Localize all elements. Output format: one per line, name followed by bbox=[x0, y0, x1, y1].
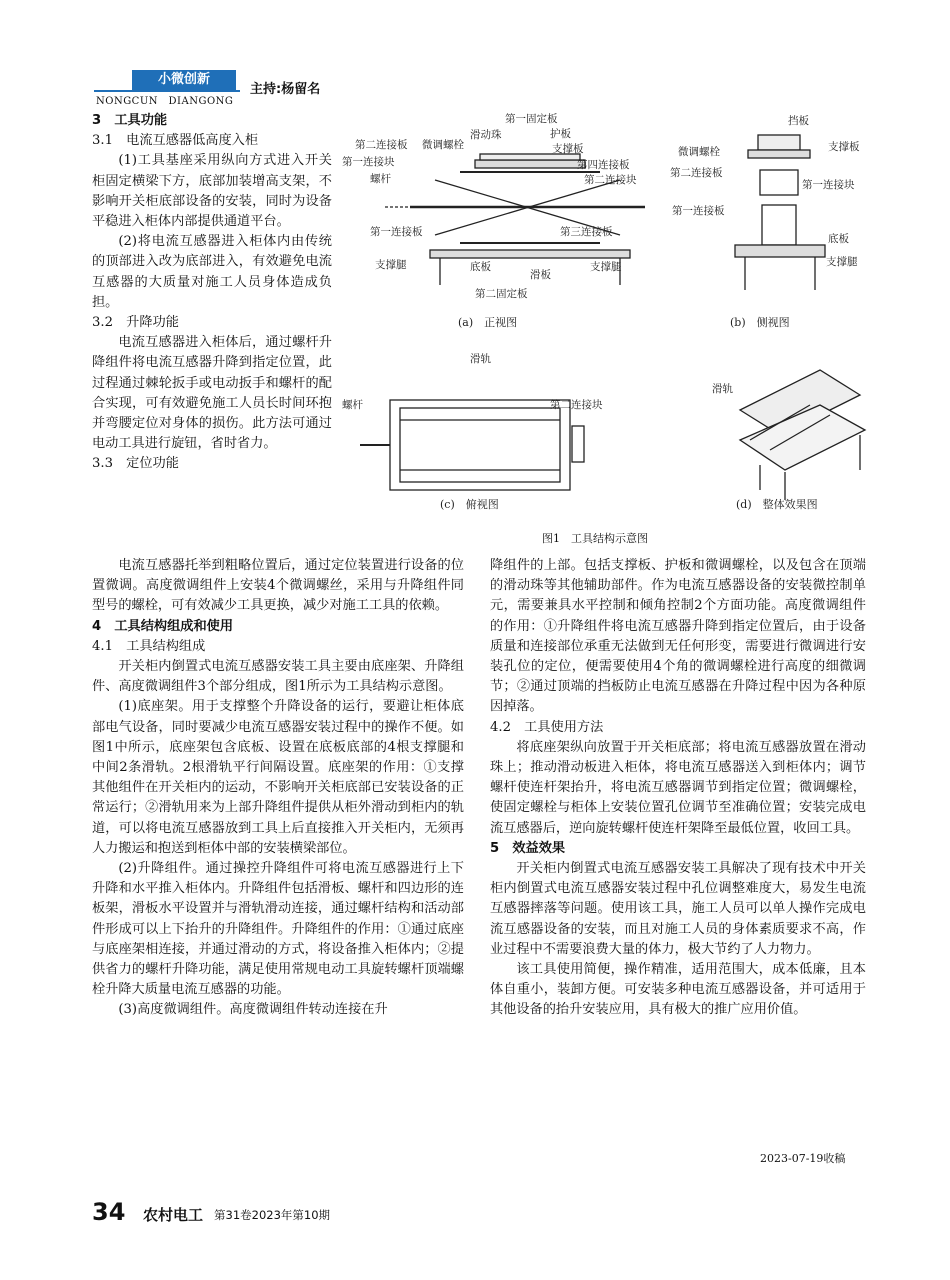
figure-c-top-view bbox=[340, 350, 670, 520]
section-3-1-heading: 3.1 电流互感器低高度入柜 bbox=[92, 133, 259, 149]
label: 支撑腿 bbox=[375, 259, 407, 271]
label: 第一连接板 bbox=[370, 226, 423, 238]
label: 微调螺栓 bbox=[678, 146, 720, 158]
paragraph: (1)底座架。用于支撑整个升降设备的运行，要避让柜体底部电气设备，同时要减少电流互感器安装过程中的操作不便。如图1中所示，底座架包含底板、设置在底板底部的4根支撑腿和中间2条滑轨。2根滑轨平行间隔设置。底座架的作用：①支撑其他组件在开关柜内的运动，不影响开关柜底部已安装设备的正常运行；②滑轨用来为上部升降组件提供从柜外滑动到柜内的轨道，可以将电流互感器放到工具上后直接推入开关柜内，无须再人力搬运和抱送到柜体中部的安装横梁部位。 bbox=[92, 699, 464, 856]
figure-b-caption: (b) 侧视图 bbox=[730, 316, 790, 329]
section-4-2-heading: 4.2 工具使用方法 bbox=[490, 719, 604, 735]
paragraph: (1)工具基座采用纵向方式进入开关柜固定横梁下方，底部加装增高支架，不影响开关柜底部设备的安装，同时为设备平稳进入柜体内部提供通道平台。 bbox=[92, 153, 332, 230]
label: 滑动珠 bbox=[470, 129, 502, 141]
paragraph: (2)升降组件。通过操控升降组件可将电流互感器进行上下升降和水平推入柜体内。升降组件包括滑板、螺杆和四边形的连板架，滑板水平设置并与滑轨滑动连接，通过螺杆结构和活动部件形成可以上下抬升的升降组件。升降组件的作用：①通过底座与底座架相连接，并通过滑动的方式，将设备推入柜体内；②提供省力的螺杆升降功能，满足使用常规电动工具旋转螺杆顶端螺栓升降大质量电流互感器的功能。 bbox=[92, 861, 464, 998]
section-3-heading: 3 工具功能 bbox=[92, 113, 168, 128]
journal-issue: 第31卷2023年第10期 bbox=[214, 1208, 331, 1222]
paragraph: 电流互感器托举到粗略位置后，通过定位装置进行设备的位置微调。高度微调组件上安装4个微调螺丝，采用与升降组件同型号的螺栓，可有效减少工具更换，减少对施工工具的依赖。 bbox=[92, 558, 464, 614]
section-4-1-heading: 4.1 工具结构组成 bbox=[92, 638, 206, 654]
label: 第二连接板 bbox=[670, 167, 723, 179]
left-column-top bbox=[92, 111, 332, 475]
label: 支撑板 bbox=[828, 141, 860, 153]
label: 螺杆 bbox=[370, 173, 391, 185]
section-3-2-heading: 3.2 升降功能 bbox=[92, 315, 179, 331]
figure-a-front-view bbox=[340, 110, 670, 345]
figure-caption: 图1 工具结构示意图 bbox=[542, 532, 648, 545]
label: 滑轨 bbox=[470, 353, 491, 365]
figure-c-caption: (c) 俯视图 bbox=[440, 498, 499, 511]
paragraph: (2)将电流互感器进入柜体内由传统的顶部进入改为底部进入，有效避免电流互感器的大质量对施工人员身体造成负担。 bbox=[92, 234, 332, 310]
label: 支撑板 bbox=[552, 143, 584, 155]
column-subtitle: NONGCUN DIANGONG bbox=[96, 96, 234, 107]
section-5-heading: 5 效益效果 bbox=[490, 840, 566, 856]
label: 滑轨 bbox=[712, 383, 733, 395]
paragraph: (3)高度微调组件。高度微调组件转动连接在升 bbox=[118, 1002, 388, 1018]
section-4-heading: 4 工具结构组成和使用 bbox=[92, 618, 234, 634]
label: 支撑腿 bbox=[590, 261, 622, 273]
label: 第二固定板 bbox=[475, 288, 528, 300]
figure-d-caption: (d) 整体效果图 bbox=[736, 498, 818, 511]
label: 第三连接板 bbox=[560, 226, 613, 238]
paragraph: 降组件的上部。包括支撑板、护板和微调螺栓，以及包含在顶端的滑动珠等其他辅助部件。作为电流互感器设备的安装微控制单元，需要兼具水平控制和倾角控制2个方面功能。高度微调组件的作用：①升降组件将电流互感器升降到指定位置后，由于设备质量和连接部位承重无法做到无任何形变，需要进行微调进行安装孔位的定位，便需要使用4个角的微调螺栓进行高度的细微调节；②通过顶端的挡板防止电流互感器在升降过程中因为各种原因掉落。 bbox=[490, 558, 866, 715]
label: 支撑腿 bbox=[826, 256, 858, 268]
figure-b-side-view bbox=[670, 110, 870, 345]
label: 底板 bbox=[828, 233, 849, 245]
label: 底板 bbox=[470, 261, 491, 273]
label: 第一连接块 bbox=[802, 179, 855, 191]
right-column bbox=[490, 556, 866, 1021]
label: 护板 bbox=[550, 128, 571, 140]
label: 挡板 bbox=[788, 115, 809, 127]
journal-name: 农村电工 bbox=[143, 1206, 204, 1224]
paragraph: 该工具使用简便，操作精准，适用范围大，成本低廉，且本体自重小，装卸方便。可安装多种电流互感器设备，并可适用于其他设备的抬升安装应用，具有极大的推广应用价值。 bbox=[490, 962, 866, 1018]
left-column-main bbox=[92, 556, 464, 1021]
column-tag: 小微创新 bbox=[132, 70, 236, 90]
label: 第一固定板 bbox=[505, 113, 558, 125]
label: 螺杆 bbox=[342, 399, 363, 411]
label: 第一连接块 bbox=[342, 156, 395, 168]
label: 第一连接板 bbox=[672, 205, 725, 217]
paragraph: 电流互感器进入柜体后，通过螺杆升降组件将电流互感器升降到指定位置，此过程通过棘轮扳手或电动扳手和螺杆的配合实现，可有效避免施工人员长时间环抱并弯腰定位对身体的损伤。此方法可通过电动工具进行旋钮，省时省力。 bbox=[92, 335, 332, 452]
section-3-3-heading: 3.3 定位功能 bbox=[92, 456, 179, 472]
paragraph: 开关柜内倒置式电流互感器安装工具解决了现有技术中开关柜内倒置式电流互感器安装过程中孔位调整难度大，易发生电流互感器摔落等问题。使用该工具，施工人员可以单人操作完成电流互感器设备的安装，而且对施工人员的身体素质要求不高，作业过程中不需要浪费大量的体力，极大节约了人力物力。 bbox=[490, 861, 866, 957]
label: 滑板 bbox=[530, 269, 551, 281]
paragraph: 开关柜内倒置式电流互感器安装工具主要由底座架、升降组件、高度微调组件3个部分组成，图1所示为工具结构示意图。 bbox=[92, 659, 464, 695]
label: 第二连接板 bbox=[355, 139, 408, 151]
label: 第四连接板 bbox=[577, 159, 630, 171]
label: 第二连接块 bbox=[550, 399, 603, 411]
label: 第二连接块 bbox=[584, 174, 637, 186]
figure-a-caption: (a) 正视图 bbox=[458, 316, 518, 329]
host-name: 主持:杨留名 bbox=[250, 82, 321, 97]
page-number: 34 bbox=[92, 1198, 126, 1226]
received-date: 2023-07-19收稿 bbox=[760, 1152, 846, 1165]
figure-d-overall-view bbox=[700, 350, 870, 520]
paragraph: 将底座架纵向放置于开关柜底部；将电流互感器放置在滑动珠上；推动滑动板进入柜体，将电流互感器送入到柜体内；调节螺杆使连杆架抬升，将电流互感器调节到指定位置；微调螺栓，使固定螺栓与柜体上安装位置孔位调节至准确位置；安装完成电流互感器后，逆向旋转螺杆使连杆架降至最低位置，收回工具。 bbox=[490, 739, 866, 836]
label: 微调螺栓 bbox=[422, 139, 464, 151]
